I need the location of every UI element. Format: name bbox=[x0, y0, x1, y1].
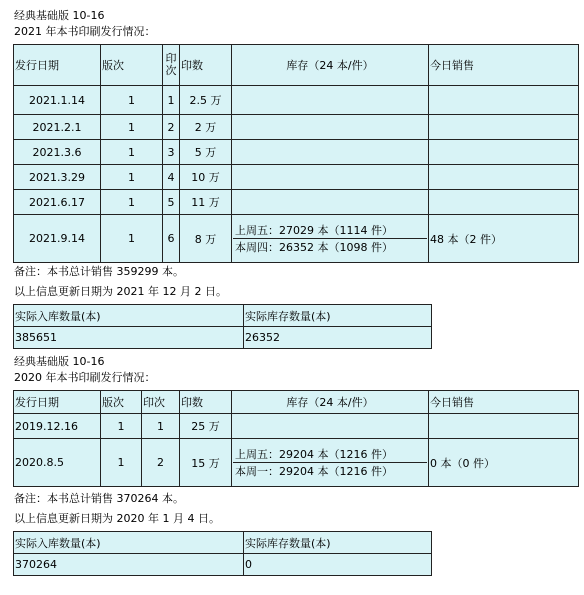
table-row bbox=[14, 215, 579, 263]
cell-stock bbox=[232, 190, 429, 215]
cell-edition: 1 bbox=[101, 215, 163, 263]
col-header-printing-top: 印 bbox=[165, 52, 177, 65]
cell-edition: 1 bbox=[101, 414, 142, 439]
cell-edition: 1 bbox=[101, 165, 163, 190]
cell-stock bbox=[232, 215, 429, 263]
table-row bbox=[14, 115, 579, 140]
section-subtitle-2021: 2021 年本书印刷发行情况： bbox=[14, 25, 156, 38]
cell-today bbox=[429, 190, 579, 215]
cell-printing: 2 bbox=[163, 115, 180, 140]
cell-count: 11 万 bbox=[180, 190, 232, 215]
inventory-table-2020 bbox=[13, 531, 432, 576]
col-header-today: 今日销售 bbox=[429, 45, 579, 86]
stock-this-week: 本周一：29204 本（1216 件） bbox=[235, 465, 393, 478]
col-header-date: 发行日期 bbox=[14, 391, 101, 414]
note-2020: 备注：本书总计销售 370264 本。 bbox=[14, 492, 184, 505]
cell-count: 15 万 bbox=[180, 439, 232, 487]
cell-today bbox=[429, 140, 579, 165]
col-header-edition: 版次 bbox=[101, 391, 142, 414]
cell-stock bbox=[232, 115, 429, 140]
cell-date: 2019.12.16 bbox=[14, 414, 101, 439]
col-header-date: 发行日期 bbox=[14, 45, 101, 86]
cell-today bbox=[429, 115, 579, 140]
cell-today-sales: 0 本（0 件） bbox=[429, 439, 579, 487]
inventory-table-2021 bbox=[13, 304, 432, 349]
cell-date: 2021.3.29 bbox=[14, 165, 101, 190]
update-2021: 以上信息更新日期为 2021 年 12 月 2 日。 bbox=[14, 285, 227, 298]
section-title-2021: 经典基础版 10-16 bbox=[14, 9, 105, 22]
table-row bbox=[14, 165, 579, 190]
col-header-printing: 印次 bbox=[142, 391, 180, 414]
cell-stock bbox=[232, 165, 429, 190]
cell-today bbox=[429, 165, 579, 190]
cell-date: 2021.9.14 bbox=[14, 215, 101, 263]
cell-date: 2020.8.5 bbox=[14, 439, 101, 487]
print-table-2020 bbox=[13, 390, 579, 487]
cell-today-sales: 48 本（2 件） bbox=[429, 215, 579, 263]
col-header-count: 印数 bbox=[180, 45, 232, 86]
cell-stock bbox=[232, 439, 429, 487]
col-header-stock: 库存（24 本/件） bbox=[232, 391, 429, 414]
cell-count: 2.5 万 bbox=[180, 86, 232, 115]
cell-printing: 6 bbox=[163, 215, 180, 263]
cell-printing: 2 bbox=[142, 439, 180, 487]
cell-edition: 1 bbox=[101, 140, 163, 165]
cell-edition: 1 bbox=[101, 115, 163, 140]
cell-date: 2021.6.17 bbox=[14, 190, 101, 215]
section-subtitle-2020: 2020 年本书印刷发行情况： bbox=[14, 371, 156, 384]
print-table-2021 bbox=[13, 44, 579, 263]
cell-count: 5 万 bbox=[180, 140, 232, 165]
inv-value-in: 385651 bbox=[14, 327, 244, 349]
cell-date: 2021.3.6 bbox=[14, 140, 101, 165]
table-header-row bbox=[14, 391, 579, 414]
table-row bbox=[14, 439, 579, 487]
cell-today bbox=[429, 86, 579, 115]
cell-printing: 1 bbox=[163, 86, 180, 115]
inv-value-stock: 0 bbox=[244, 554, 432, 576]
table-row bbox=[14, 140, 579, 165]
cell-edition: 1 bbox=[101, 439, 142, 487]
cell-edition: 1 bbox=[101, 86, 163, 115]
inv-header-stock: 实际库存数量(本) bbox=[244, 532, 432, 554]
col-header-today: 今日销售 bbox=[429, 391, 579, 414]
col-header-stock: 库存（24 本/件） bbox=[232, 45, 429, 86]
inv-header-in: 实际入库数量(本) bbox=[14, 305, 244, 327]
col-header-printing-bottom: 次 bbox=[165, 64, 177, 77]
cell-count: 25 万 bbox=[180, 414, 232, 439]
cell-today bbox=[429, 414, 579, 439]
update-2020: 以上信息更新日期为 2020 年 1 月 4 日。 bbox=[14, 512, 220, 525]
inv-header-stock: 实际库存数量(本) bbox=[244, 305, 432, 327]
cell-stock bbox=[232, 414, 429, 439]
cell-date: 2021.2.1 bbox=[14, 115, 101, 140]
cell-edition: 1 bbox=[101, 190, 163, 215]
cell-printing: 3 bbox=[163, 140, 180, 165]
table-row bbox=[14, 86, 579, 115]
col-header-printing bbox=[163, 45, 180, 86]
table-header-row bbox=[14, 45, 579, 86]
section-title-2020: 经典基础版 10-16 bbox=[14, 355, 105, 368]
cell-count: 10 万 bbox=[180, 165, 232, 190]
cell-stock bbox=[232, 86, 429, 115]
inv-value-stock: 26352 bbox=[244, 327, 432, 349]
table-row bbox=[14, 190, 579, 215]
stock-last-week: 上周五：27029 本（1114 件） bbox=[233, 222, 427, 239]
stock-this-week: 本周四：26352 本（1098 件） bbox=[235, 241, 393, 254]
cell-date: 2021.1.14 bbox=[14, 86, 101, 115]
note-2021: 备注：本书总计销售 359299 本。 bbox=[14, 265, 184, 278]
col-header-count: 印数 bbox=[180, 391, 232, 414]
inv-value-in: 370264 bbox=[14, 554, 244, 576]
cell-count: 8 万 bbox=[180, 215, 232, 263]
cell-count: 2 万 bbox=[180, 115, 232, 140]
cell-printing: 5 bbox=[163, 190, 180, 215]
col-header-edition: 版次 bbox=[101, 45, 163, 86]
cell-stock bbox=[232, 140, 429, 165]
stock-last-week: 上周五：29204 本（1216 件） bbox=[233, 446, 427, 463]
cell-printing: 1 bbox=[142, 414, 180, 439]
inv-header-in: 实际入库数量(本) bbox=[14, 532, 244, 554]
cell-printing: 4 bbox=[163, 165, 180, 190]
table-row bbox=[14, 414, 579, 439]
